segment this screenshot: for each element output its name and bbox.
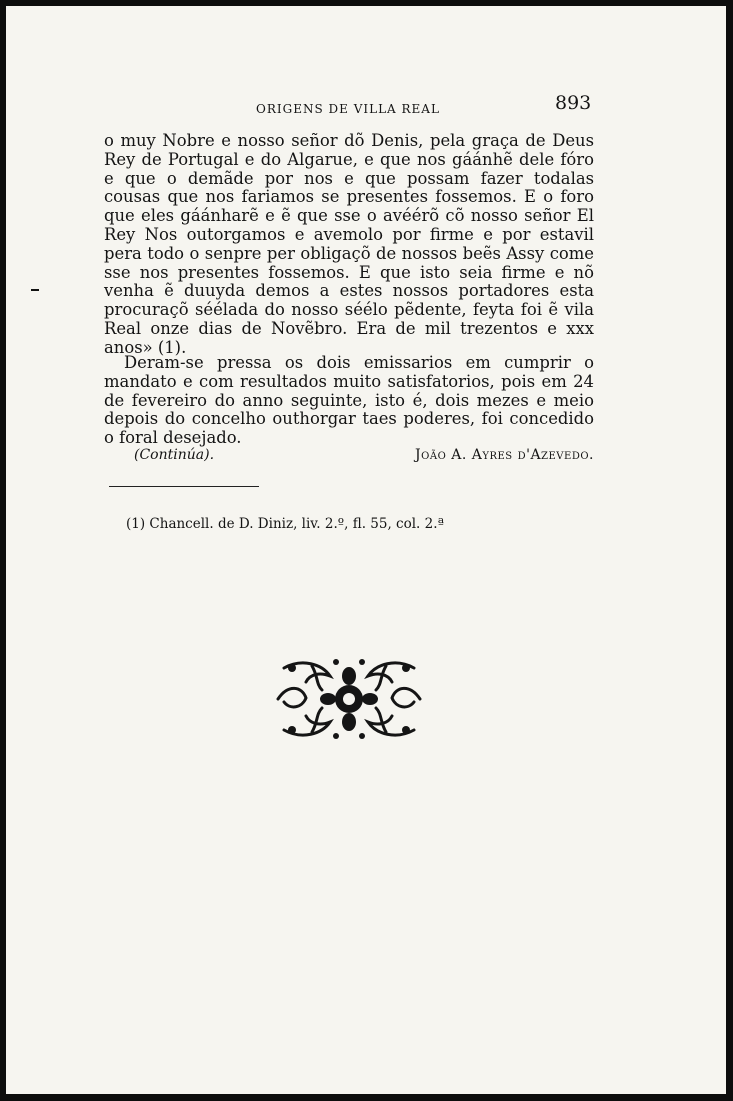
floral-ornament-icon xyxy=(272,656,426,742)
margin-mark xyxy=(31,289,39,291)
footnote: (1) Chancell. de D. Diniz, liv. 2.º, fl. 55, col. 2.ª xyxy=(126,516,444,532)
running-title: ORIGENS DE VILLA REAL xyxy=(256,102,440,116)
footnote-divider xyxy=(109,486,259,487)
continues-note: (Continúa). xyxy=(134,447,215,463)
author-signature: João A. Ayres d'Azevedo. xyxy=(415,447,594,463)
document-page xyxy=(6,6,726,1094)
body-paragraph-2: Deram-se pressa os dois emissarios em cumprir o mandato e com resultados muito satisfatorios, pois em 24 de fevereiro do anno seguinte, isto é, dois mezes e meio depois do concelho outhorgar taes poderes, foi concedido o foral desejado. xyxy=(104,353,594,448)
page-number: 893 xyxy=(555,92,592,114)
body-paragraph-1: o muy Nobre e nosso señor dõ Denis, pela graça de Deus Rey de Portugal e do Algarue, e que nos gáánhẽ dele fóro e que o demãde por nos e que possam fazer todalas cousas que nos fariamos se presentes fossemos. E o foro que eles gáánharẽ e ẽ que sse o avéérõ cõ nosso señor El Rey Nos outorgamos e avemolo por firme e por estavil pera todo o senpre per obligaçõ de nossos beẽs Assy come sse nos presentes fossemos. E que isto seia firme e nõ venha ẽ duuyda demos a estes nossos portadores esta procuraçõ séélada do nosso séélo pẽdente, feyta foi ẽ vila Real onze dias de Novẽbro. Era de mil trezentos e xxx anos» (1). xyxy=(104,131,594,357)
